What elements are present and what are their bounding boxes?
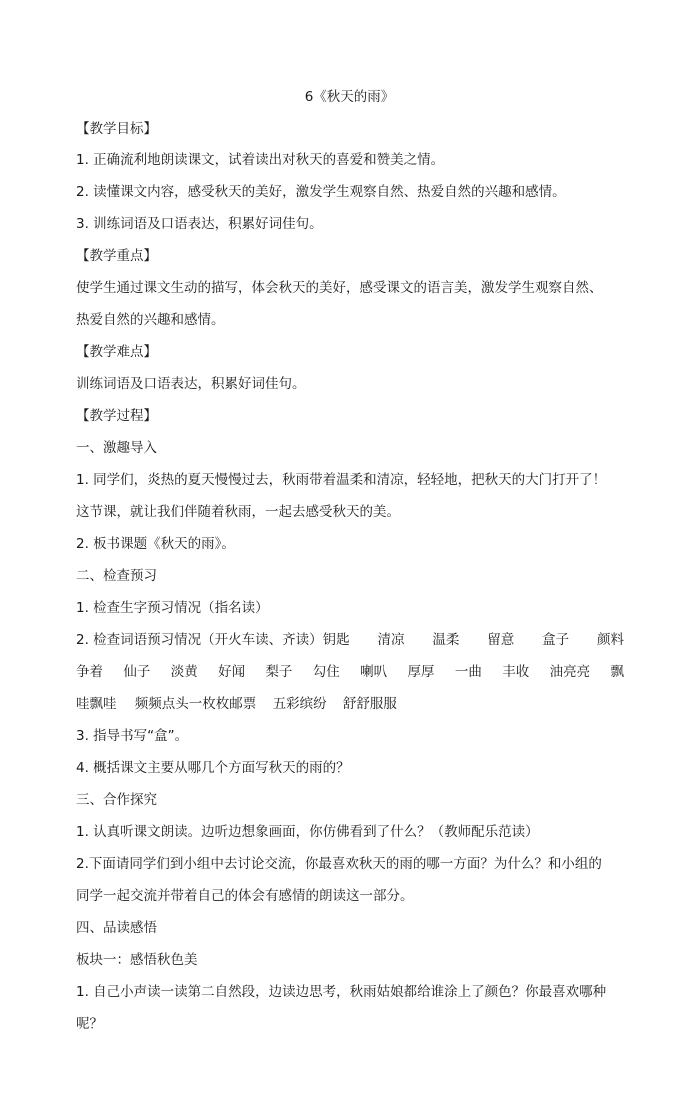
- vocab-word: 颜料: [596, 632, 624, 648]
- text-line: 1. 自己小声读一读第二自然段，边读边思考，秋雨姑娘都给谁涂上了颜色？你最喜欢哪种: [76, 984, 607, 1000]
- vocab-word: 哇飘哇: [76, 696, 117, 712]
- page-title: 6《秋天的雨》: [304, 89, 395, 105]
- vocab-word: 盒子: [542, 632, 570, 648]
- vocab-word: 争着: [76, 664, 103, 680]
- text-line: 1. 认真听课文朗读。边听边想象画面，你仿佛看到了什么？（教师配乐范读）: [76, 824, 539, 840]
- vocab-row: [76, 694, 397, 714]
- vocab-word: 频频点头一枚枚邮票: [134, 696, 257, 712]
- text-line: 训练词语及口语表达，积累好词佳句。: [76, 376, 306, 392]
- text-line: 呢？: [76, 1016, 103, 1032]
- text-line: 4. 概括课文主要从哪几个方面写秋天的雨的？: [76, 760, 350, 776]
- vocab-word: 丰收: [502, 664, 530, 680]
- vocab-word: 厚厚: [407, 664, 435, 680]
- subsection-heading: 板块一：感悟秋色美: [76, 952, 198, 968]
- vocab-word: 梨子: [265, 664, 293, 680]
- vocab-word: 温柔: [432, 632, 460, 648]
- text-line: 同学一起交流并带着自己的体会有感情的朗读这一部分。: [76, 888, 414, 904]
- text-line: 3. 训练词语及口语表达，积累好词佳句。: [76, 216, 323, 232]
- vocab-word: 淡黄: [170, 664, 198, 680]
- vocab-word: 飘: [610, 664, 624, 680]
- heading-goals: 【教学目标】: [76, 121, 157, 137]
- text-line: 1. 检查生字预习情况（指名读）: [76, 600, 269, 616]
- vocab-word: 清凉: [377, 632, 405, 648]
- text-line: 3. 指导书写“盒”。: [76, 728, 189, 744]
- section-heading: 四、品读感悟: [76, 920, 157, 936]
- text-line: 1. 同学们，炎热的夏天慢慢过去，秋雨带着温柔和清凉，轻轻地，把秋天的大门打开了！: [76, 472, 607, 488]
- vocab-word: 一曲: [454, 664, 482, 680]
- vocab-row: [76, 630, 624, 650]
- section-heading: 三、合作探究: [76, 792, 157, 808]
- vocab-word: 五彩缤纷: [272, 696, 327, 712]
- section-heading: 一、激趣导入: [76, 440, 157, 456]
- vocab-word: 勾住: [312, 664, 340, 680]
- vocab-row: [76, 662, 624, 682]
- section-heading: 二、检查预习: [76, 568, 157, 584]
- vocab-word: 留意: [487, 632, 515, 648]
- vocab-word: 好闻: [218, 664, 246, 680]
- text-line: 1. 正确流利地朗读课文，试着读出对秋天的喜爱和赞美之情。: [76, 152, 445, 168]
- vocab-word: 喇叭: [360, 664, 388, 680]
- text-line: 使学生通过课文生动的描写，体会秋天的美好，感受课文的语言美，激发学生观察自然、: [76, 280, 603, 296]
- heading-process: 【教学过程】: [76, 408, 157, 424]
- heading-key-points: 【教学重点】: [76, 248, 157, 264]
- text-line: 2.下面请同学们到小组中去讨论交流，你最喜欢秋天的雨的哪一方面？为什么？和小组的: [76, 856, 602, 872]
- vocab-word: 仙子: [123, 664, 151, 680]
- text-line: 这节课，就让我们伴随着秋雨，一起去感受秋天的美。: [76, 504, 400, 520]
- text-line: 2. 板书课题《秋天的雨》。: [76, 536, 235, 552]
- heading-difficulties: 【教学难点】: [76, 344, 157, 360]
- text-line: 2. 读懂课文内容，感受秋天的美好，激发学生观察自然、热爱自然的兴趣和感情。: [76, 184, 566, 200]
- vocab-word: 舒舒服服: [342, 696, 397, 712]
- vocab-word: 2. 检查词语预习情况（开火车读、齐读）钥匙: [76, 632, 350, 648]
- text-line: 热爱自然的兴趣和感情。: [76, 312, 225, 328]
- vocab-word: 油亮亮: [549, 664, 591, 680]
